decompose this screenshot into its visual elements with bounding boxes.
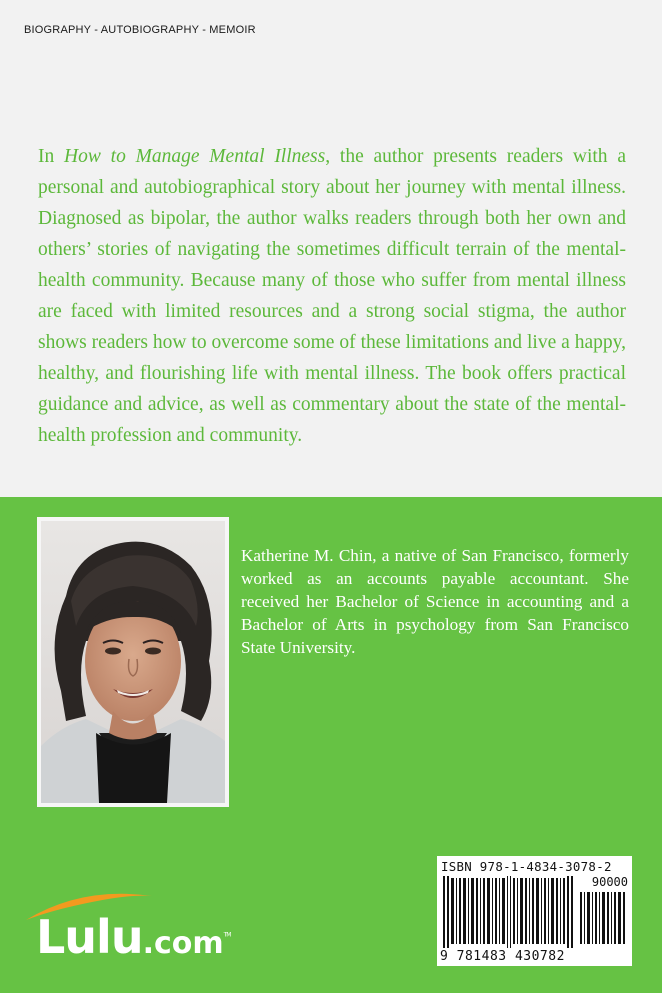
barcode-digits: 9 781483 430782 xyxy=(440,949,565,964)
book-blurb xyxy=(38,141,626,451)
price-code: 90000 xyxy=(591,875,628,889)
author-portrait-image xyxy=(41,521,225,803)
book-title: How to Manage Mental Illness xyxy=(64,146,326,167)
isbn-barcode xyxy=(437,856,632,966)
publisher-logo xyxy=(22,890,242,970)
blurb-body: , the author presents readers with a personal and autobiographical story about her journey with mental illness. Diagnosed as bipolar, the author walks readers through both her own and others’ stories of navigating the sometimes difficult terrain of the mental-health community. Because many of those who suffer from mental illness are faced with limited resources and a strong social stigma, the author shows readers how to overcome some of these limitations and live a happy, healthy, and flourishing life with mental illness. The book offers practical guidance and advice, as well as commentary about the state of the mental-health profession and community. xyxy=(38,146,626,446)
logo-name: Lulu xyxy=(36,910,143,964)
logo-trademark: TM xyxy=(223,931,231,939)
isbn-label: ISBN 978-1-4834-3078-2 xyxy=(441,859,612,874)
logo-wordmark xyxy=(36,910,230,964)
author-photo xyxy=(37,517,229,807)
logo-suffix: .com xyxy=(142,926,224,961)
author-bio: Katherine M. Chin, a native of San Francisco, formerly worked as an accounts payable accountant. She received her Bachelor of Science in accounting and a Bachelor of Arts in psychology from San Francisco State University. xyxy=(241,546,629,657)
category-label: BIOGRAPHY - AUTOBIOGRAPHY - MEMOIR xyxy=(24,24,256,36)
blurb-prefix: In xyxy=(38,146,65,167)
